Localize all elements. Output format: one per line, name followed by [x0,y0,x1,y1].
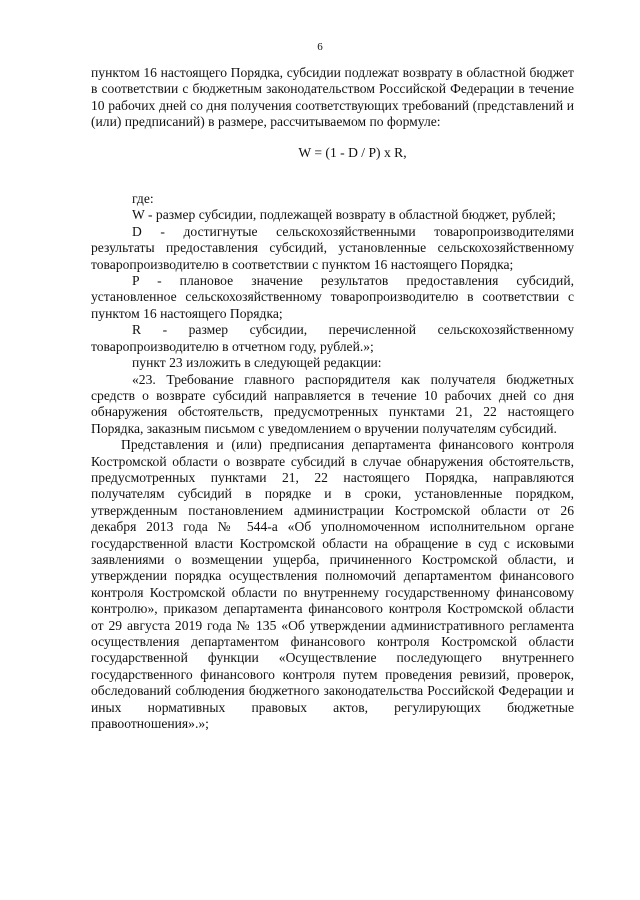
paragraph-refund-intro: пунктом 16 настоящего Порядка, субсидии подлежат возврату в областной бюджет в соответствии с бюджетным законодательством Российской Федерации в течение 10 рабочих дней со дня получения соответствующих требований (представлений и (или) предписаний) в размере, рассчитываемом по формуле: [91,65,574,130]
document-body [91,65,574,732]
paragraph-point-23-intro: пункт 23 изложить в следующей редакции: [132,355,382,371]
paragraph-where: где: [132,191,154,207]
paragraph-def-d: D - достигнутые сельскохозяйственными товаропроизводителями результаты предоставления субсидий, установленные сельскохозяйственному товаропроизводителю в соответствии с пунктом 16 настоящего Порядка; [91,223,574,272]
paragraph-def-r: R - размер субсидии, перечисленной сельскохозяйственному товаропроизводителю в отчетном году, рублей.»; [91,322,574,354]
formula: W = (1 - D / P) x R, [298,144,407,160]
paragraph-def-p: P - плановое значение результатов предоставления субсидий, установленное сельскохозяйственному товаропроизводителю в соответствии с пунктом 16 настоящего Порядка; [91,273,574,321]
paragraph-financial-control: Представления и (или) предписания департамента финансового контроля Костромской области о возврате субсидий в случае обнаружения обстоятельств, предусмотренных пунктами 21, 22 настоящего Порядка, направляются получателям субсидий в порядке и в сроки, установленные порядком, утвержденным постановлением администрации Костромской области от 26 декабря 2013 года № 544-а «Об уполномоченном исполнительном органе государственной власти Костромской области на обращение в суд с исковыми заявлениями о возмещении ущерба, причиненного Костромской области, и утверждении порядка осуществления полномочий департаментом финансового контроля Костромской области по внутреннему государственному финансовому контролю», приказом департамента финансового контроля Костромской области от 29 августа 2019 года № 135 «Об утверждении административного регламента осуществления департаментом финансового контроля Костромской области государственной функции «Осуществление последующего внутреннего государственного финансового контроля путем проведения ревизий, проверок, обследований соблюдения бюджетного законодательства Российской Федерации и иных нормативных правовых актов, регулирующих бюджетные правоотношения».»; [91,437,574,732]
paragraph-point-23: «23. Требование главного распорядителя как получателя бюджетных средств о возврате субсидий направляется в течение 10 рабочих дней со дня обнаружения обстоятельств, предусмотренных пунктами 21, 22 настоящего Порядка, заказным письмом с уведомлением о вручении получателям субсидий. [91,371,574,436]
paragraph-def-w: W - размер субсидии, подлежащей возврату в областной бюджет, рублей; [132,207,556,223]
page-number: 6 [317,41,323,53]
